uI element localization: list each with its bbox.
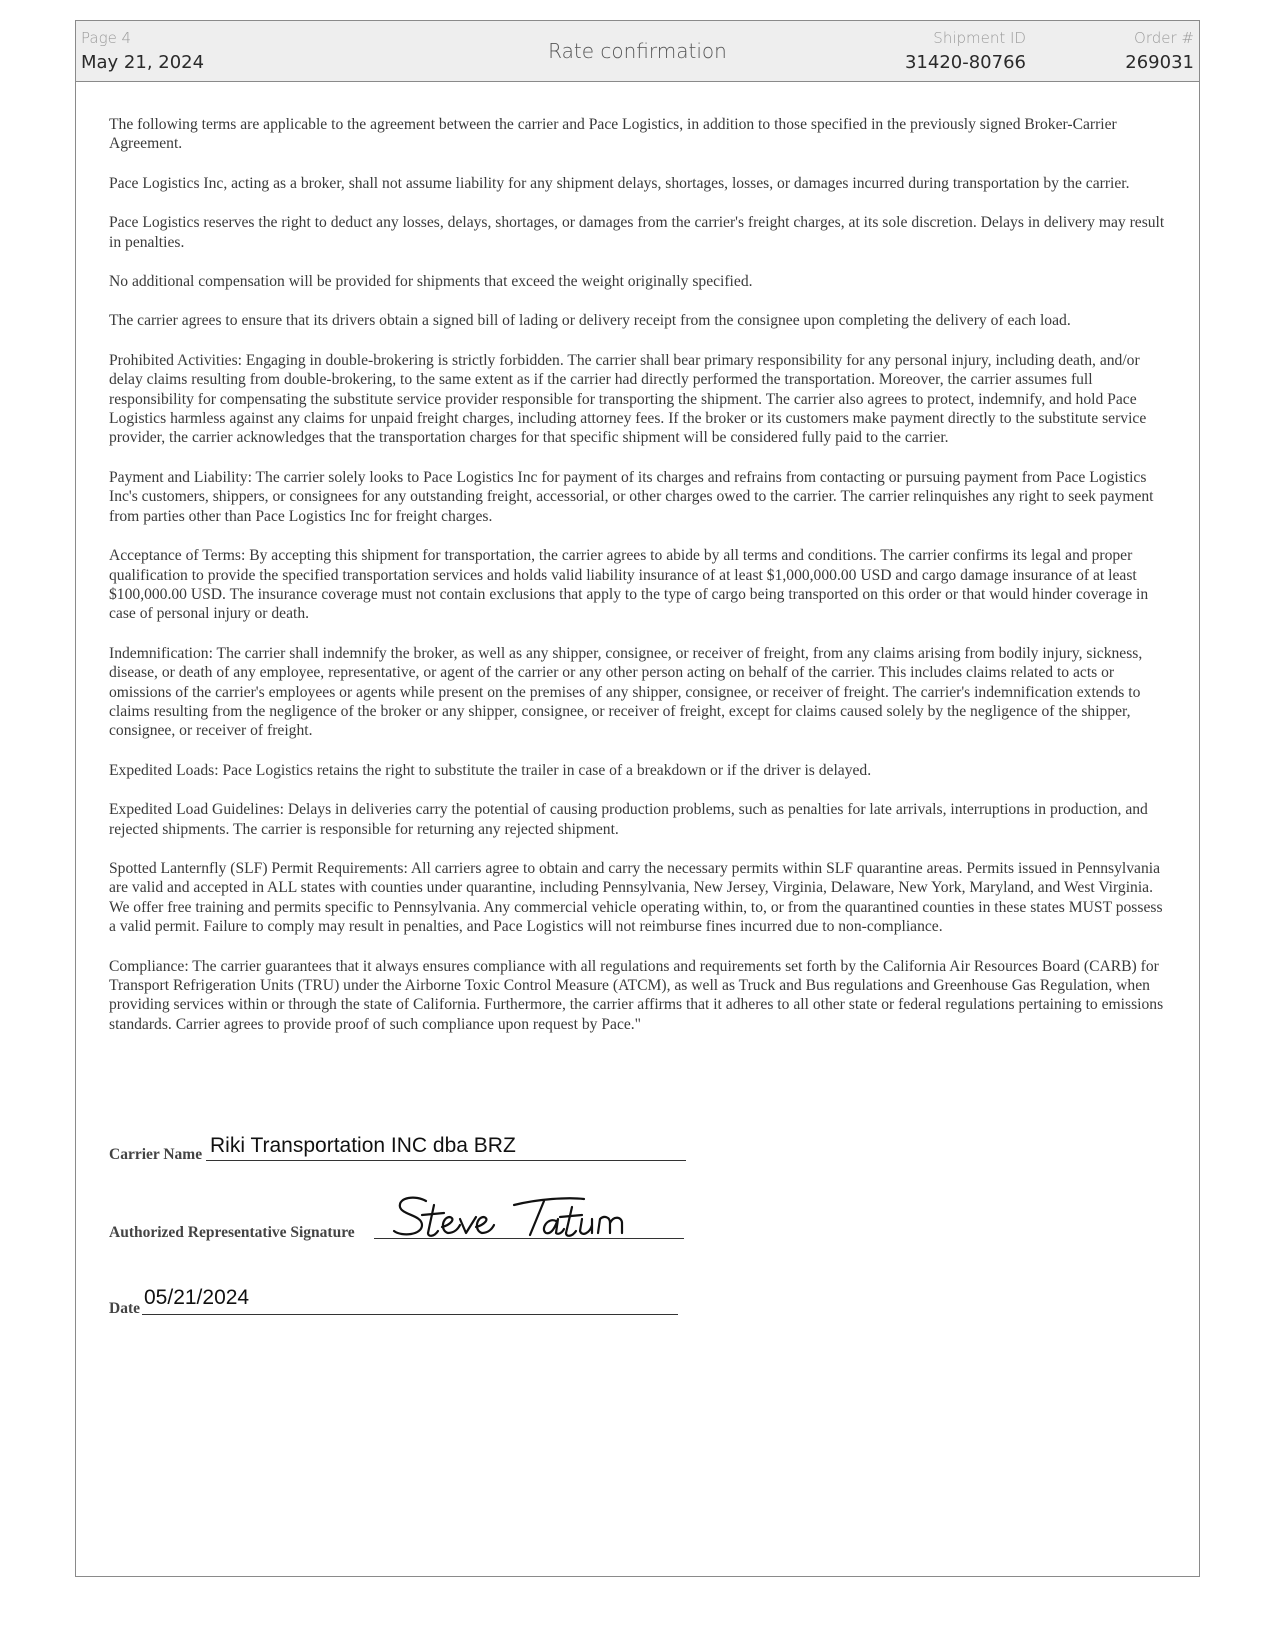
carrier-name-field[interactable]: Riki Transportation INC dba BRZ [210, 1134, 516, 1157]
page-number-label: Page 4 [81, 29, 132, 47]
date-field[interactable]: 05/21/2024 [144, 1286, 250, 1309]
terms-paragraph: Spotted Lanternfly (SLF) Permit Requirements: All carriers agree to obtain and carry the necessary permits within SLF quarantine areas. Permits issued in Pennsylvania are valid and accepted in ALL states with counties under quarantine, including Pennsylvania, New Jersey, Virginia, Delaware, New York, Maryland, and West Virginia. We offer free training and permits specific to Pennsylvania. Any commercial vehicle operating within, to, or from the quarantined counties in these states MUST possess a valid permit. Failure to comply may result in penalties, and Pace Logistics will not reimburse fines incurred due to non-compliance. [109, 859, 1163, 936]
document-header [76, 21, 1199, 82]
date-line [142, 1314, 678, 1315]
signature-row [109, 1224, 355, 1242]
carrier-name-row [109, 1146, 202, 1164]
terms-paragraph: Expedited Loads: Pace Logistics retains the right to substitute the trailer in case of a breakdown or if the driver is delayed. [109, 761, 872, 779]
terms-paragraph: Acceptance of Terms: By accepting this shipment for transportation, the carrier agrees to abide by all terms and conditions. The carrier confirms its legal and proper qualification to provide the specified transportation services and holds valid liability insurance of at least $1,000,000.00 USD and cargo damage insurance of at least $100,000.00 USD. The insurance coverage must not contain exclusions that apply to the type of cargo being transported on this order or that would hinder coverage in case of personal injury or death. [109, 547, 1149, 623]
terms-paragraph: Compliance: The carrier guarantees that it always ensures compliance with all regulations and requirements set forth by the California Air Resources Board (CARB) for Transport Refrigeration Units (TRU) under the Airborne Toxic Control Measure (ATCM), as well as Truck and Bus regulations and Greenhouse Gas Regulation, when providing services within or through the state of California. Furthermore, the carrier affirms that it adheres to all other state or federal regulations pertaining to emissions standards. Carrier agrees to provide proof of such compliance upon request by Pace." [109, 957, 1164, 1033]
terms-paragraph: No additional compensation will be provided for shipments that exceed the weight originally specified. [109, 273, 753, 291]
terms-paragraph: Expedited Load Guidelines: Delays in deliveries carry the potential of causing production problems, such as penalties for late arrivals, interruptions in production, and rejected shipments. The carrier is responsible for returning any rejected shipment. [109, 801, 1148, 838]
order-number-value: 269031 [1125, 52, 1194, 73]
terms-paragraph: Pace Logistics reserves the right to deduct any losses, delays, shortages, or damages from the carrier's freight charges, at its sole discretion. Delays in delivery may result in penalties. [109, 214, 1165, 251]
terms-paragraph: The following terms are applicable to the agreement between the carrier and Pace Logistics, in addition to those specified in the previously signed Broker-Carrier Agreement. [109, 116, 1117, 153]
order-number-label: Order # [1134, 29, 1194, 47]
document-title: Rate confirmation [548, 39, 727, 63]
document-page [75, 20, 1200, 1577]
date-label: Date [109, 1300, 140, 1317]
signature-text: Steve Tatum [388, 1191, 393, 1192]
signature-label: Authorized Representative Signature [109, 1224, 355, 1241]
shipment-id-value: 31420-80766 [904, 52, 1026, 73]
terms-paragraph: Pace Logistics Inc, acting as a broker, shall not assume liability for any shipment delays, shortages, losses, or damages incurred during transportation by the carrier. [109, 174, 1130, 192]
carrier-name-label: Carrier Name [109, 1146, 203, 1163]
handwritten-signature [388, 1191, 658, 1243]
terms-paragraph: The carrier agrees to ensure that its drivers obtain a signed bill of lading or delivery receipt from the consignee upon completing the delivery of each load. [109, 312, 1071, 330]
shipment-id-label: Shipment ID [933, 29, 1026, 47]
terms-paragraph: Indemnification: The carrier shall indemnify the broker, as well as any shipper, consignee, or receiver of freight, from any claims arising from bodily injury, sickness, disease, or death of any employee, representative, or agent of the carrier or any other person acting on behalf of the carrier. This includes claims related to acts or omissions of the carrier's employees or agents while present on the premises of any shipper, consignee, or receiver of freight. The carrier's indemnification extends to claims resulting from the negligence of the broker or any shipper, consignee, or receiver of freight, except for claims caused solely by the negligence of the shipper, consignee, or receiver of freight. [109, 644, 1143, 740]
carrier-name-line [206, 1160, 686, 1161]
terms-paragraph: Prohibited Activities: Engaging in double-brokering is strictly forbidden. The carrier shall bear primary responsibility for any personal injury, including death, and/or delay claims resulting from double-brokering, to the same extent as if the carrier had directly performed the transportation. Moreover, the carrier assumes full responsibility for compensating the substitute service provider responsible for transporting the shipment. The carrier also agrees to protect, indemnify, and hold Pace Logistics harmless against any claims for unpaid freight charges, including attorney fees. If the broker or its customers make payment directly to the substitute service provider, the carrier acknowledges that the transportation charges for that specific shipment will be considered fully paid to the carrier. [109, 351, 1147, 447]
date-row [109, 1300, 140, 1318]
terms-body [109, 115, 1169, 1054]
terms-paragraph: Payment and Liability: The carrier solely looks to Pace Logistics Inc for payment of its charges and refrains from contacting or pursuing payment from Pace Logistics Inc's customers, shippers, or consignees for any outstanding freight, accessorial, or other charges owed to the carrier. The carrier relinquishes any right to seek payment from parties other than Pace Logistics Inc for freight charges. [109, 468, 1154, 525]
document-date: May 21, 2024 [81, 52, 205, 73]
